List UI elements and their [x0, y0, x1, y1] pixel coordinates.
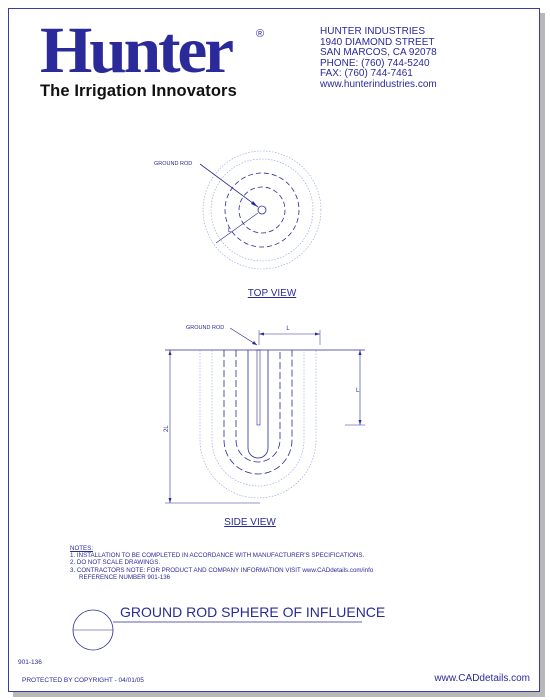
note-3: 3. CONTRACTORS NOTE: FOR PRODUCT AND COMPANY INFORMATION VISIT www.CADdetails.com/info [70, 566, 374, 574]
ground-rod [257, 350, 260, 425]
sphere-shell-1 [236, 350, 280, 462]
logo-tagline: The Irrigation Innovators [40, 82, 237, 100]
top-dim-label: L [228, 228, 232, 234]
outer-shell-2 [200, 350, 316, 498]
company-city: SAN MARCOS, CA 92078 [320, 47, 437, 58]
side-view-title: SIDE VIEW [224, 517, 276, 528]
side-rod-label: GROUND ROD [186, 325, 225, 331]
top-rod-label: GROUND ROD [154, 161, 193, 167]
caddetails-link[interactable]: www.CADdetails.com [434, 673, 530, 684]
sphere-ring-2 [225, 173, 299, 247]
side-view-drawing [164, 325, 365, 528]
note-reference: REFERENCE NUMBER 901-136 [79, 573, 171, 581]
logo-wordmark: Hunter [40, 14, 232, 87]
inner-shell [248, 350, 268, 458]
rod-leader-arrow [251, 201, 258, 207]
side-dim-left-label: 2L [164, 425, 170, 432]
note-2: 2. DO NOT SCALE DRAWINGS. [70, 559, 161, 567]
company-web: www.hunterindustries.com [320, 78, 437, 90]
note-1: 1. INSTALLATION TO BE COMPLETED IN ACCORDANCE WITH MANUFACTURER'S SPECIFICATIONS. [70, 552, 365, 560]
side-rod-leader-arrow [252, 341, 257, 345]
outer-shell-1 [212, 350, 304, 486]
company-phone: PHONE: (760) 744-5240 [320, 57, 430, 69]
sphere-shell-2 [224, 350, 292, 474]
left-dim-arrow-top [169, 350, 172, 355]
copyright-text: PROTECTED BY COPYRIGHT - 04/01/05 [22, 677, 144, 684]
outer-ring-3 [211, 159, 313, 261]
side-dim-top-label: L [286, 326, 290, 332]
top-dim-arrow-left [259, 333, 264, 336]
detail-title: GROUND ROD SPHERE OF INFLUENCE [120, 604, 386, 620]
notes-block [70, 545, 373, 581]
rod-circle [258, 206, 266, 214]
right-dim-arrow-top [359, 350, 362, 355]
top-dim-arrow-right [315, 333, 320, 336]
company-street: 1940 DIAMOND STREET [320, 36, 435, 48]
rod-leader-line [200, 164, 258, 207]
side-dim-right-label: L [356, 388, 360, 394]
company-name: HUNTER INDUSTRIES [320, 26, 426, 37]
detail-code: 901-136 [18, 659, 42, 666]
registered-mark: ® [256, 28, 265, 40]
side-rod-leader [230, 328, 257, 345]
notes-heading: NOTES: [70, 545, 94, 552]
company-fax: FAX: (760) 744-7461 [320, 68, 413, 79]
top-view-drawing [154, 151, 321, 299]
top-view-title: TOP VIEW [247, 288, 297, 299]
sphere-ring-1 [239, 187, 285, 233]
radius-dim-line [216, 213, 258, 243]
outer-ring-4 [203, 151, 321, 269]
right-dim-arrow-bottom [359, 420, 362, 425]
left-dim-arrow-bottom [169, 498, 172, 503]
